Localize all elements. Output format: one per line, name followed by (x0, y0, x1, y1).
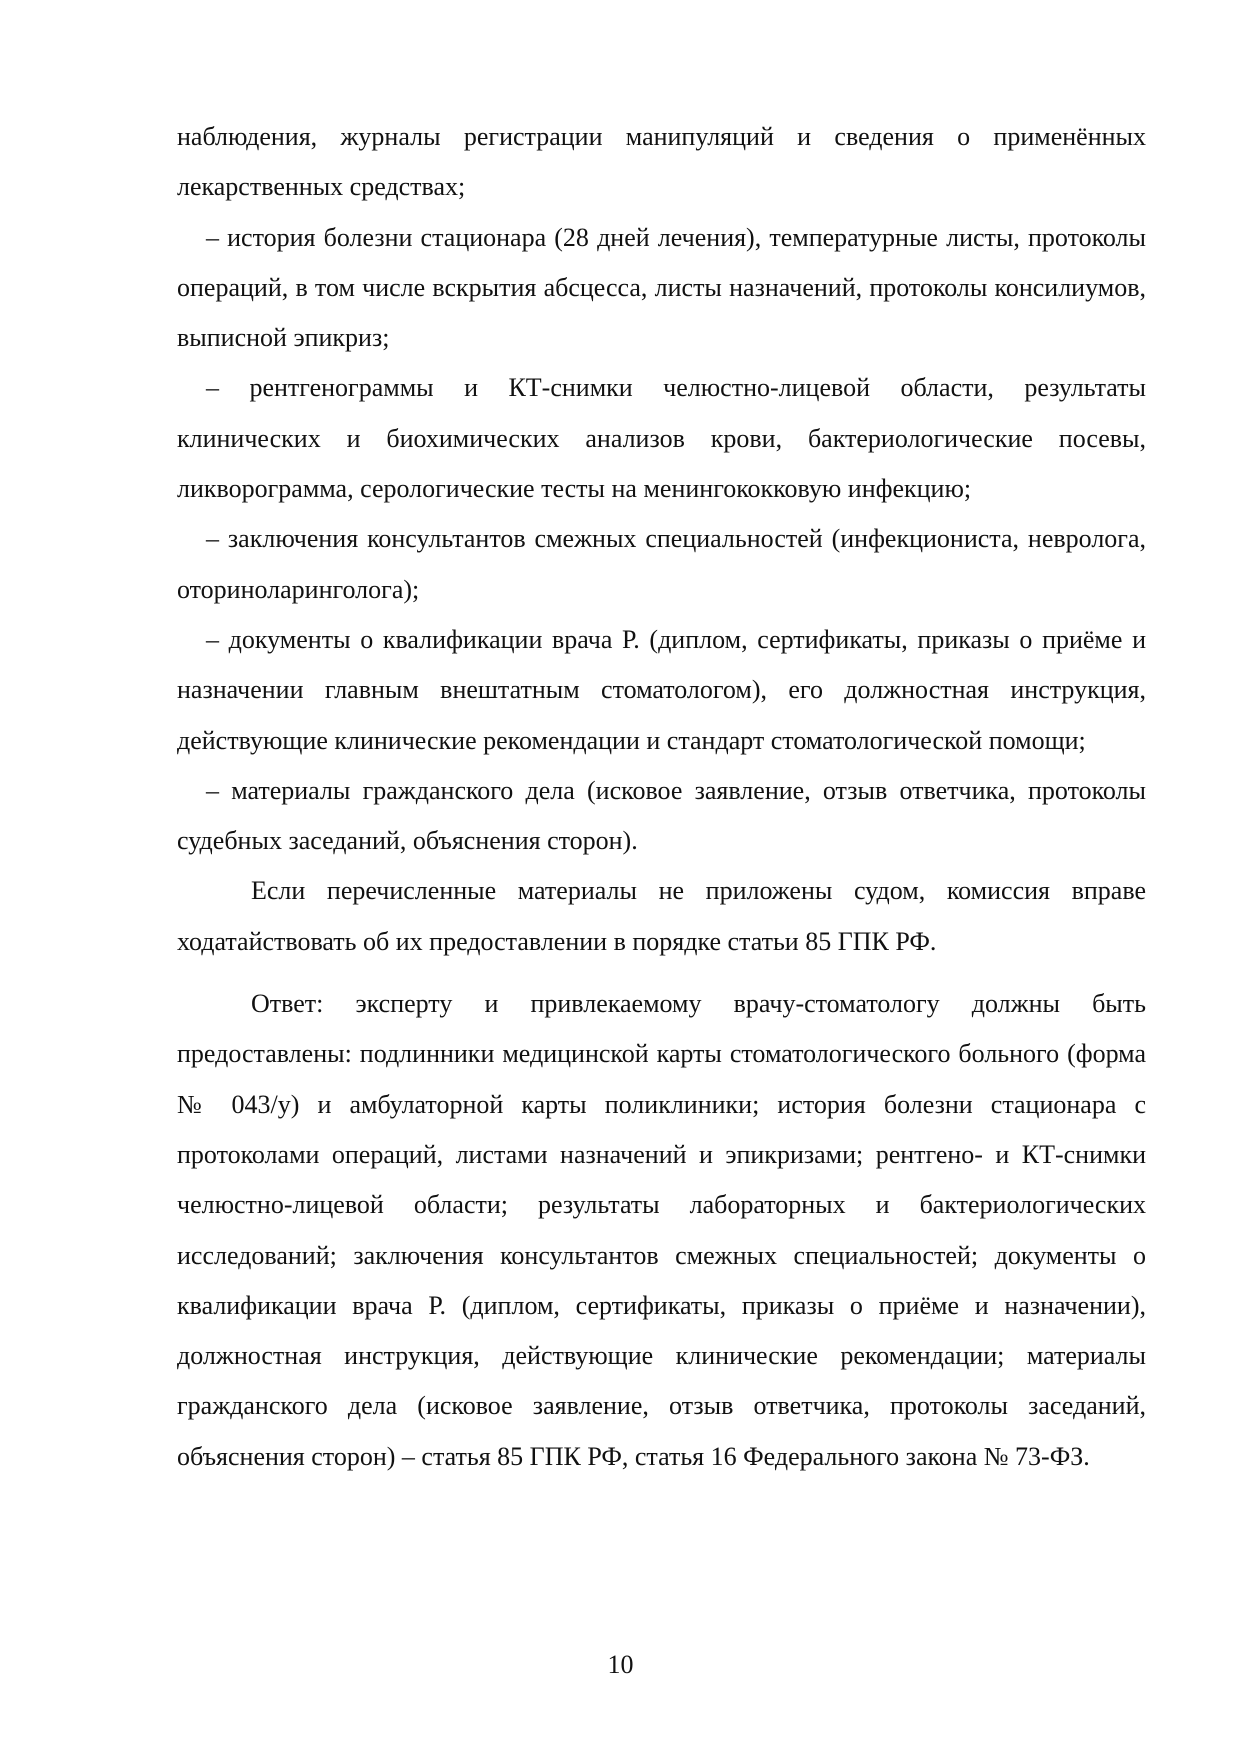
answer-paragraph: Ответ: эксперту и привлекаемому врачу-стоматологу должны быть предоставлены: подлинники медицинской карты стоматологического больного (форма № 043/у) и амбулаторной карты поликлиники; история болезни стационара с протоколами операций, листами назначений и эпикризами; рентгено- и КТ-снимки челюстно-лицевой области; результаты лабораторных и бактериологических исследований; заключения консультантов смежных специальностей; документы о квалификации врача Р. (диплом, сертификаты, приказы о приёме и назначении), должностная инструкция, действующие клинические рекомендации; материалы гражданского дела (исковое заявление, отзыв ответчика, протоколы заседаний, объяснения сторон) – статья 85 ГПК РФ, статья 16 Федерального закона № 73-ФЗ. (177, 989, 1146, 1471)
list-item: – материалы гражданского дела (исковое заявление, отзыв ответчика, протоколы судебных заседаний, объяснения сторон). (177, 775, 1146, 856)
paragraph-continuation: наблюдения, журналы регистрации манипуляций и сведения о применённых лекарственных средствах; (177, 122, 1146, 202)
list-item: – заключения консультантов смежных специальностей (инфекциониста, невролога, оториноларинголога); (177, 524, 1146, 604)
page-body (177, 112, 1146, 1482)
list-item: – история болезни стационара (28 дней лечения), температурные листы, протоколы операций, в том числе вскрытия абсцесса, листы назначений, протоколы консилиумов, выписной эпикриз; (177, 222, 1146, 353)
list-item: – рентгенограммы и КТ-снимки челюстно-лицевой области, результаты клинических и биохимических анализов крови, бактериологические посевы, ликворограмма, серологические тесты на менингококковую инфекцию; (177, 373, 1146, 504)
body-paragraph: Если перечисленные материалы не приложены судом, комиссия вправе ходатайствовать об их предоставлении в порядке статьи 85 ГПК РФ. (177, 876, 1146, 956)
page-number: 10 (607, 1650, 634, 1679)
list-item: – документы о квалификации врача Р. (диплом, сертификаты, приказы о приёме и назначении главным внештатным стоматологом), его должностная инструкция, действующие клинические рекомендации и стандарт стоматологической помощи; (177, 624, 1146, 755)
